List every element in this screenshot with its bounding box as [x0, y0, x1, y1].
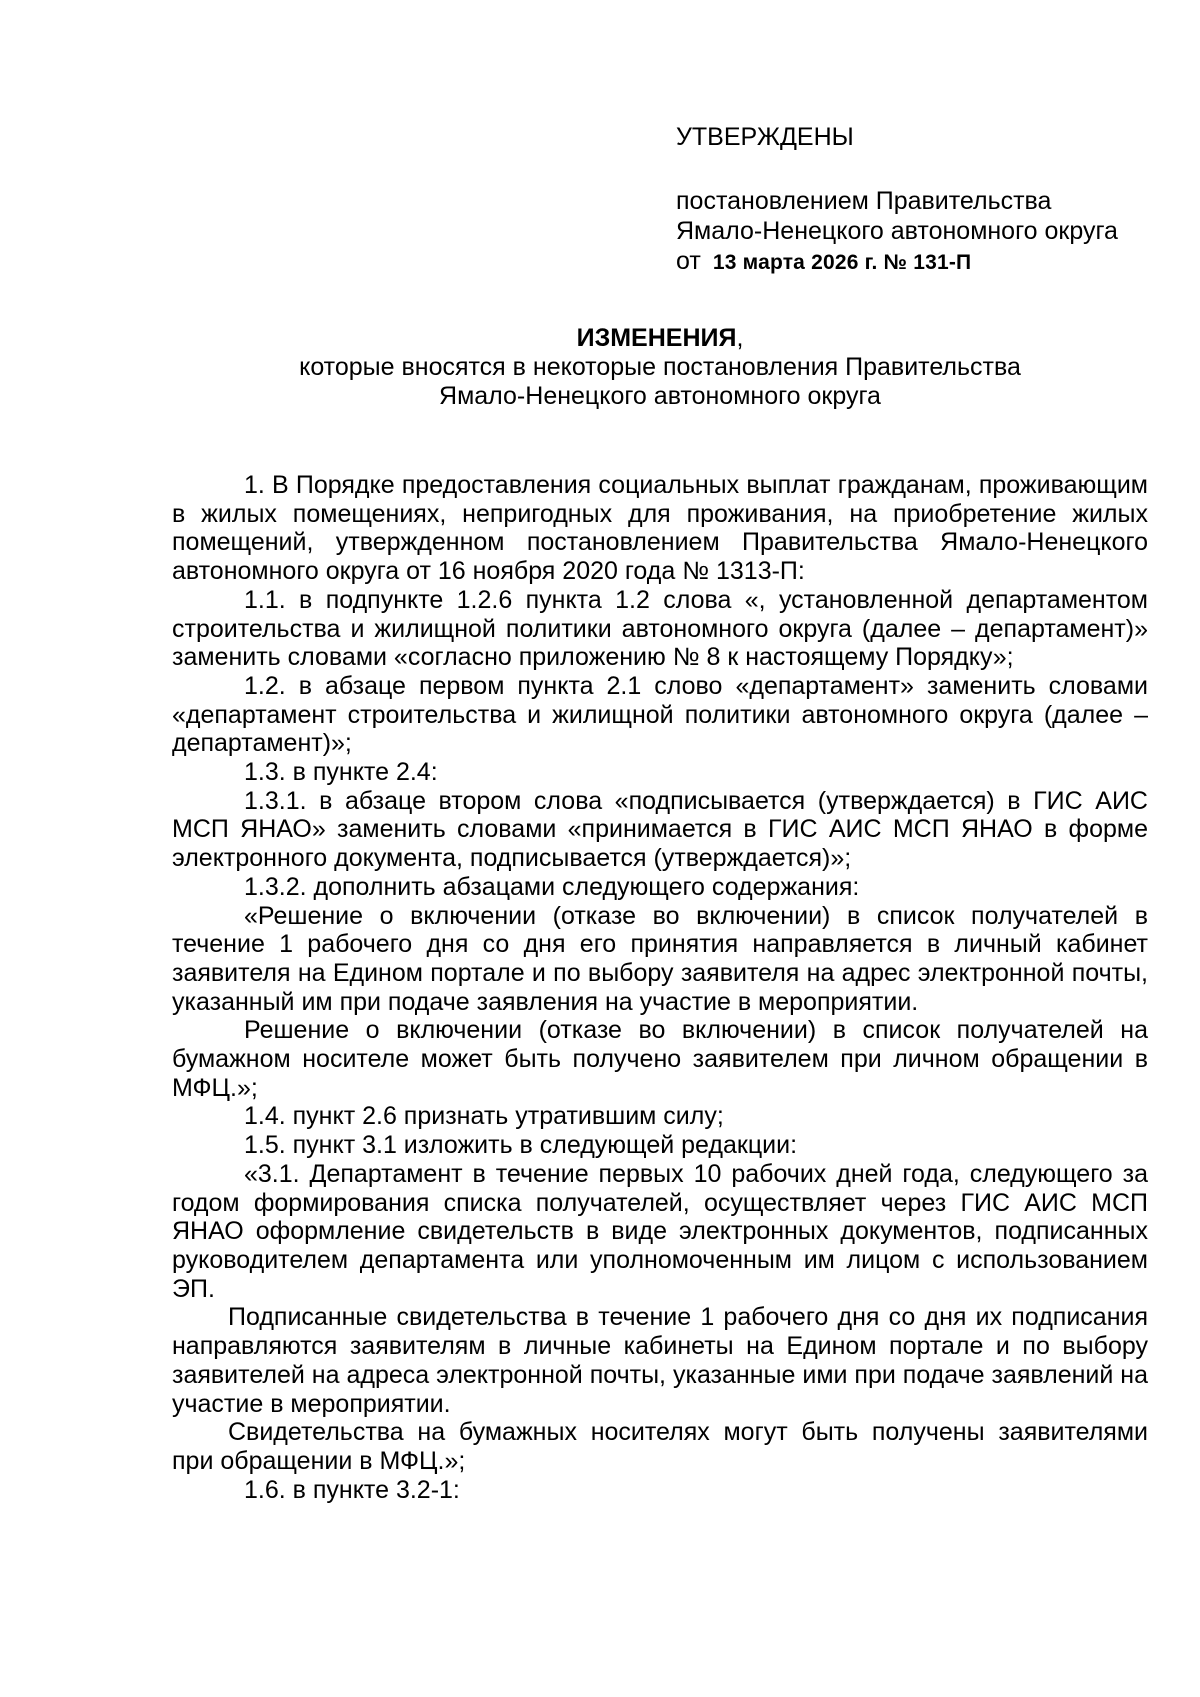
- document-title-block: [170, 324, 1150, 411]
- paragraph: 1.2. в абзаце первом пункта 2.1 слово «департамент» заменить словами «департамент строительства и жилищной политики автономного округа (далее – департамент)»;: [172, 671, 1148, 758]
- approval-block: [676, 122, 1156, 278]
- paragraph: «Решение о включении (отказе во включении) в список получателей в течение 1 рабочего дня со дня его принятия направляется в личный кабинет заявителя на Едином портале и по выбору заявителя на адрес электронной почты, указанный им при подаче заявления на участие в мероприятии.: [172, 901, 1148, 1016]
- document-body: [172, 471, 1148, 1504]
- document-title-suffix: ,: [736, 324, 744, 352]
- paragraph: Свидетельства на бумажных носителях могут быть получены заявителями при обращении в МФЦ.»;: [172, 1418, 1148, 1475]
- paragraph: «3.1. Департамент в течение первых 10 рабочих дней года, следующего за годом формирования списка получателей, осуществляет через ГИС АИС МСП ЯНАО оформление свидетельств в виде электронных документов, подписанных руководителем департамента или уполномоченным им лицом с использованием ЭП.: [172, 1159, 1148, 1303]
- paragraph: 1.6. в пункте 3.2-1:: [244, 1475, 460, 1504]
- approval-line-2: Ямало-Ненецкого автономного округа: [676, 217, 1118, 245]
- document-title: [170, 324, 1150, 353]
- paragraph: Подписанные свидетельства в течение 1 рабочего дня со дня их подписания направляются заявителям в личные кабинеты на Едином портале и по выбору заявителей на адреса электронной почты, указанные ими при подаче заявлений на участие в мероприятии.: [172, 1303, 1148, 1418]
- paragraph: 1.3.1. в абзаце втором слова «подписывается (утверждается) в ГИС АИС МСП ЯНАО» заменить словами «принимается в ГИС АИС МСП ЯНАО в форме электронного документа, подписывается (утверждается)»;: [172, 786, 1148, 873]
- approval-line-1: постановлением Правительства: [676, 187, 1052, 215]
- paragraph: 1.3.2. дополнить абзацами следующего содержания:: [244, 872, 860, 901]
- approval-date-line: [676, 246, 1156, 278]
- paragraph: 1. В Порядке предоставления социальных выплат гражданам, проживающим в жилых помещениях, непригодных для проживания, на приобретение жилых помещений, утвержденном постановлением Правительства Ямало-Ненецкого автономного округа от 16 ноября 2020 года № 1313-П:: [172, 471, 1148, 586]
- approval-heading: УТВЕРЖДЕНЫ: [676, 123, 854, 151]
- paragraph: Решение о включении (отказе во включении) в список получателей на бумажном носителе может быть получено заявителем при личном обращении в МФЦ.»;: [172, 1016, 1148, 1102]
- paragraph: 1.5. пункт 3.1 изложить в следующей редакции:: [244, 1131, 798, 1160]
- approval-date-prefix: от: [676, 247, 701, 275]
- document-title-heading: ИЗМЕНЕНИЯ: [576, 324, 737, 352]
- document-subtitle-line-2: Ямало-Ненецкого автономного округа: [439, 382, 881, 410]
- paragraph: 1.1. в подпункте 1.2.6 пункта 1.2 слова «, установленной департаментом строительства и жилищной политики автономного округа (далее – департамент)» заменить словами «согласно приложению № 8 к настоящему Порядку»;: [172, 585, 1148, 672]
- approval-date-value: 13 марта 2026 г. № 131-П: [712, 251, 972, 274]
- paragraph: 1.4. пункт 2.6 признать утратившим силу;: [244, 1102, 724, 1131]
- document-subtitle-line-1: которые вносятся в некоторые постановления Правительства: [299, 353, 1021, 381]
- paragraph: 1.3. в пункте 2.4:: [244, 758, 438, 787]
